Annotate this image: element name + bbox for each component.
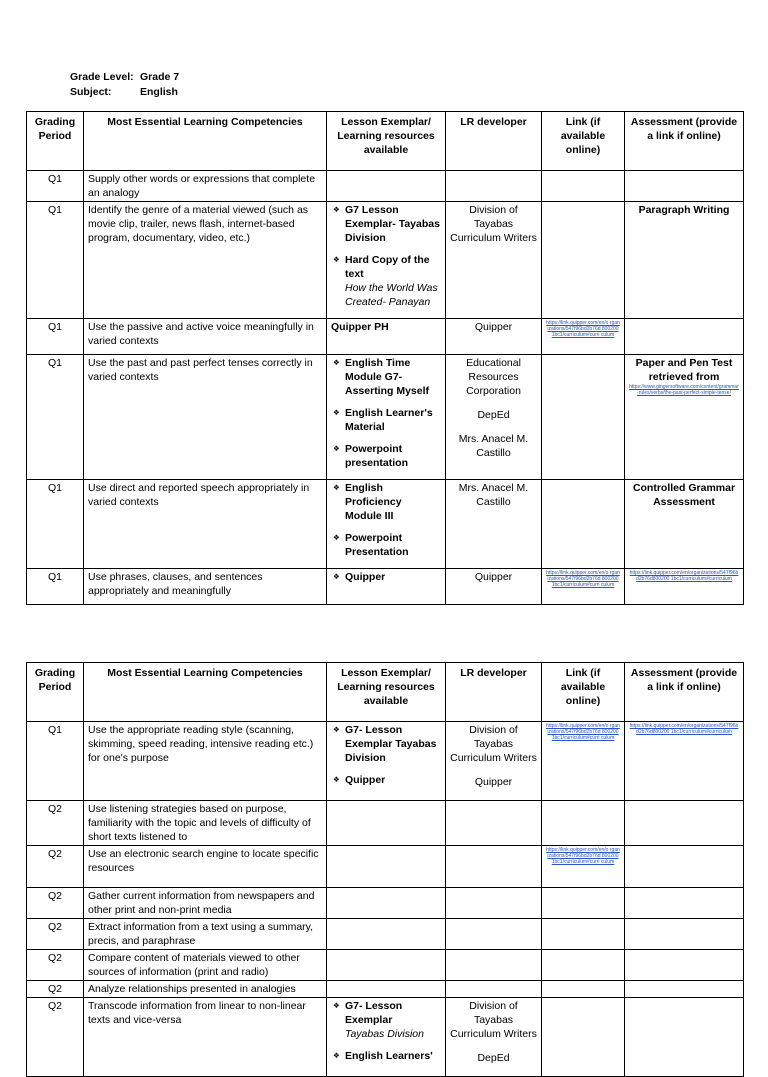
col-competencies: Most Essential Learning Competencies — [84, 663, 327, 722]
resources-cell — [327, 981, 446, 998]
subject-value: English — [140, 86, 178, 98]
col-lesson-resources: Lesson Exemplar/ Learning resources available — [327, 112, 446, 171]
link-cell — [542, 846, 625, 888]
col-lr-developer: LR developer — [446, 663, 542, 722]
assessment-text: Paper and Pen Test retrieved from — [635, 357, 733, 383]
resource-subtext: Tayabas Division — [345, 1028, 424, 1040]
developer-name: Quipper — [474, 776, 513, 788]
developer-cell — [446, 319, 542, 355]
table-row — [27, 569, 744, 605]
assessment-cell — [625, 569, 744, 605]
col-lesson-resources: Lesson Exemplar/ Learning resources available — [327, 663, 446, 722]
grading-period-cell: Q1 — [27, 171, 84, 202]
developer-name: DepEd — [477, 409, 510, 421]
table-row — [27, 319, 744, 355]
assessment-cell — [625, 480, 744, 569]
assessment-cell — [625, 319, 744, 355]
resource-text: English Learner's Material — [345, 407, 433, 433]
resources-cell — [327, 846, 446, 888]
grading-period-cell: Q2 — [27, 888, 84, 919]
col-assessment: Assessment (provide a link if online) — [625, 663, 744, 722]
resource-item — [331, 356, 441, 398]
link-cell — [542, 888, 625, 919]
competency-cell: Extract information from a text using a summary, precis, and paraphrase — [84, 919, 327, 950]
resource-item — [331, 773, 441, 787]
developer-name: Educational Resources Corporation — [466, 357, 521, 397]
developer-name: Mrs. Anacel M. Castillo — [458, 433, 529, 459]
assessment-link[interactable]: https://link.quipper.com/en/organizations/547f96bd2b76d800200 1bc1/curriculum#curriculum — [629, 570, 739, 582]
developer-cell — [446, 998, 542, 1077]
resource-item — [331, 406, 441, 434]
col-link: Link (if available online) — [542, 663, 625, 722]
link-cell — [542, 950, 625, 981]
assessment-text: Controlled Grammar Assessment — [632, 482, 736, 508]
grade-level-line — [70, 71, 179, 83]
developer-cell — [446, 919, 542, 950]
col-competencies: Most Essential Learning Competencies — [84, 112, 327, 171]
grading-period-cell: Q2 — [27, 998, 84, 1077]
resource-text: Powerpoint Presentation — [345, 532, 409, 558]
developer-cell — [446, 801, 542, 846]
grading-period-cell: Q2 — [27, 981, 84, 998]
link-cell — [542, 919, 625, 950]
resource-item — [331, 1049, 441, 1063]
subject-label: Subject: — [70, 86, 112, 98]
developer-cell — [446, 569, 542, 605]
competency-cell: Gather current information from newspapers and other print and non-print media — [84, 888, 327, 919]
grade-level-value: Grade 7 — [140, 71, 180, 83]
resource-item — [331, 723, 441, 765]
assessment-cell — [625, 981, 744, 998]
table-row — [27, 801, 744, 846]
link-cell — [542, 355, 625, 480]
competency-table-2 — [26, 662, 744, 1077]
assessment-cell — [625, 202, 744, 319]
resource-text: Powerpoint presentation — [345, 443, 409, 469]
competency-cell: Supply other words or expressions that complete an analogy — [84, 171, 327, 202]
resources-cell — [327, 355, 446, 480]
assessment-cell — [625, 355, 744, 480]
link-cell — [542, 319, 625, 355]
resources-cell — [327, 171, 446, 202]
resource-link[interactable]: https://link.quipper.com/en/o rganizations/547f96bd2b76d 800200 1bc1/curriculum#curri culum — [546, 723, 620, 741]
resource-item — [331, 203, 441, 245]
link-cell — [542, 981, 625, 998]
grading-period-cell: Q1 — [27, 722, 84, 801]
resource-item — [331, 531, 441, 559]
assessment-cell — [625, 801, 744, 846]
resource-link[interactable]: https://link.quipper.com/en/o rganizations/547f96bd2b76d 800200 1bc1/curriculum#curri culum — [546, 570, 620, 588]
competency-cell: Use the passive and active voice meaningfully in varied contexts — [84, 319, 327, 355]
resource-item — [331, 442, 441, 470]
grading-period-cell: Q1 — [27, 480, 84, 569]
resource-text: English Time Module G7- Asserting Myself — [345, 357, 430, 397]
resource-item — [331, 570, 441, 584]
competency-cell: Use the past and past perfect tenses correctly in varied contexts — [84, 355, 327, 480]
developer-cell — [446, 981, 542, 998]
competency-cell: Compare content of materials viewed to other sources of information (print and radio) — [84, 950, 327, 981]
resource-text: G7- Lesson Exemplar Tayabas Division — [345, 724, 437, 764]
resources-cell — [327, 888, 446, 919]
competency-cell: Use phrases, clauses, and sentences appropriately and meaningfully — [84, 569, 327, 605]
table-row — [27, 888, 744, 919]
col-lr-developer: LR developer — [446, 112, 542, 171]
grading-period-cell: Q1 — [27, 569, 84, 605]
table-header-row — [27, 663, 744, 722]
resource-item: Quipper PH — [331, 321, 389, 333]
assessment-cell — [625, 919, 744, 950]
col-grading-period: Grading Period — [27, 112, 84, 171]
table-row — [27, 722, 744, 801]
developer-cell — [446, 171, 542, 202]
link-cell — [542, 480, 625, 569]
resources-cell — [327, 919, 446, 950]
col-grading-period: Grading Period — [27, 663, 84, 722]
table-row — [27, 998, 744, 1077]
link-cell — [542, 202, 625, 319]
assessment-cell — [625, 998, 744, 1077]
resource-text: Hard Copy of the text — [345, 254, 430, 280]
resource-item — [331, 999, 441, 1041]
developer-name: Quipper — [474, 321, 513, 333]
developer-cell — [446, 202, 542, 319]
developer-name: Mrs. Anacel M. Castillo — [458, 482, 529, 508]
resource-text: English Learners' — [345, 1050, 433, 1062]
assessment-cell — [625, 888, 744, 919]
resources-cell — [327, 801, 446, 846]
grading-period-cell: Q2 — [27, 919, 84, 950]
col-assessment: Assessment (provide a link if online) — [625, 112, 744, 171]
competency-table-1 — [26, 111, 744, 605]
resource-item — [331, 481, 441, 523]
competency-cell: Use the appropriate reading style (scanning, skimming, speed reading, intensive reading etc.) for one's purpose — [84, 722, 327, 801]
developer-cell — [446, 846, 542, 888]
resources-cell — [327, 950, 446, 981]
assessment-link[interactable]: https://www.gingersoftware.com/content/grammar-rules/verbs/the-past-perfect-simple-tense/ — [629, 384, 739, 396]
resources-cell — [327, 569, 446, 605]
table-row — [27, 202, 744, 319]
assessment-cell — [625, 950, 744, 981]
link-cell — [542, 569, 625, 605]
grading-period-cell: Q2 — [27, 846, 84, 888]
resource-text: G7 Lesson Exemplar- Tayabas Division — [345, 204, 440, 244]
developer-name: Division of Tayabas Curriculum Writers — [450, 724, 537, 764]
resource-text: Quipper — [345, 571, 386, 583]
table-row — [27, 355, 744, 480]
grading-period-cell: Q1 — [27, 355, 84, 480]
table-row — [27, 480, 744, 569]
resources-cell — [327, 202, 446, 319]
col-link: Link (if available online) — [542, 112, 625, 171]
grading-period-cell: Q2 — [27, 801, 84, 846]
resource-link[interactable]: https://link.quipper.com/en/o rganizations/547f96bd2b76d 800200 1bc1/curriculum#curri culum — [546, 320, 620, 338]
resource-item — [331, 253, 441, 309]
table-row — [27, 981, 744, 998]
link-cell — [542, 171, 625, 202]
competency-cell: Use an electronic search engine to locate specific resources — [84, 846, 327, 888]
resource-link[interactable]: https://link.quipper.com/en/o rganizations/547f96bd2b76d 800200 1bc1/curriculum#curri culum — [546, 847, 620, 865]
developer-cell — [446, 950, 542, 981]
developer-cell — [446, 355, 542, 480]
table-row — [27, 846, 744, 888]
grading-period-cell: Q1 — [27, 202, 84, 319]
grade-level-label: Grade Level: — [70, 71, 134, 83]
assessment-text: Paragraph Writing — [638, 204, 730, 216]
grading-period-cell: Q2 — [27, 950, 84, 981]
grading-period-cell: Q1 — [27, 319, 84, 355]
competency-cell: Identify the genre of a material viewed (such as movie clip, trailer, news flash, internet-based program, documentary, video, etc.) — [84, 202, 327, 319]
resources-cell — [327, 722, 446, 801]
developer-cell — [446, 722, 542, 801]
subject-line — [70, 86, 178, 98]
resource-text: Quipper — [345, 774, 386, 786]
competency-cell: Analyze relationships presented in analogies — [84, 981, 327, 998]
developer-name: Quipper — [474, 571, 513, 583]
resources-cell — [327, 998, 446, 1077]
developer-cell — [446, 480, 542, 569]
developer-cell — [446, 888, 542, 919]
resource-text: G7- Lesson Exemplar — [345, 1000, 403, 1026]
assessment-cell — [625, 846, 744, 888]
resource-text: English Proficiency Module III — [345, 482, 402, 522]
developer-name: Division of Tayabas Curriculum Writers — [450, 204, 537, 244]
table-row — [27, 950, 744, 981]
assessment-cell — [625, 171, 744, 202]
resources-cell — [327, 480, 446, 569]
link-cell — [542, 801, 625, 846]
competency-cell: Use direct and reported speech appropriately in varied contexts — [84, 480, 327, 569]
assessment-cell — [625, 722, 744, 801]
competency-cell: Transcode information from linear to non-linear texts and vice-versa — [84, 998, 327, 1077]
link-cell — [542, 722, 625, 801]
competency-cell: Use listening strategies based on purpose, familiarity with the topic and levels of difficulty of short texts listened to — [84, 801, 327, 846]
developer-name: Division of Tayabas Curriculum Writers — [450, 1000, 537, 1040]
table-row — [27, 919, 744, 950]
resources-cell — [327, 319, 446, 355]
table-row — [27, 171, 744, 202]
resource-subtext: How the World Was Created- Panayan — [345, 282, 438, 308]
table-header-row — [27, 112, 744, 171]
assessment-link[interactable]: https://link.quipper.com/en/organizations/547f96bd2b76d800200 1bc1/curriculum#curriculum — [629, 723, 739, 735]
link-cell — [542, 998, 625, 1077]
developer-name: DepEd — [477, 1052, 510, 1064]
